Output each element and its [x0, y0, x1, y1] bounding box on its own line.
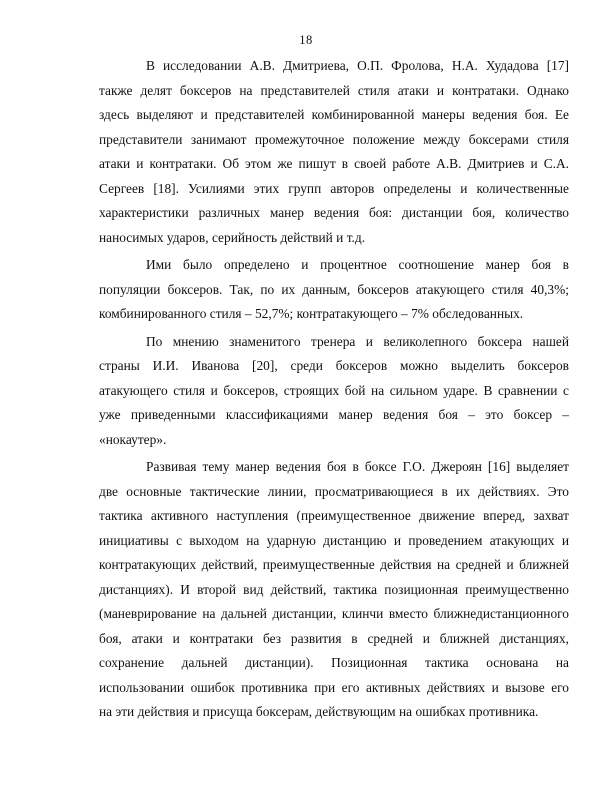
text-line: дистанциях). И второй вид действий, тактика позиционная преимущественно	[99, 581, 569, 597]
text-line: В исследовании А.В. Дмитриева, О.П. Фролова, Н.А. Худадова [17]	[146, 58, 569, 73]
paragraph-2	[99, 253, 569, 327]
text-line: инициативы с выходом на ударную дистанцию и проведением атакующих и	[99, 532, 569, 548]
text-line: наносимых ударов, серийность действий и т.д.	[99, 229, 366, 245]
text-line: популяции боксеров. Так, по их данным, боксеров атакующего стиля 40,3%;	[99, 281, 569, 297]
text-line: «нокаутер».	[99, 431, 167, 447]
text-line: сохранение дальней дистанции). Позиционная тактика основана на	[99, 655, 569, 670]
text-line: уже приведенными классификациями манер ведения боя – это боксер –	[99, 407, 569, 422]
document-body	[99, 54, 569, 725]
text-line: здесь выделяют и представителей комбинированной манеры ведения боя. Ее	[99, 107, 569, 122]
text-line: страны И.И. Иванова [20], среди боксеров можно выделить боксеров	[99, 358, 569, 373]
text-line: также делят боксеров на представителей стиля атаки и контратаки. Однако	[99, 82, 569, 98]
text-line: контратакующих действий, преимущественные действия на средней и ближней	[99, 557, 569, 572]
text-line: комбинированного стиля – 52,7%; контратакующего – 7% обследованных.	[99, 306, 524, 321]
text-line: атаки и контратаки. Об этом же пишут в своей работе А.В. Дмитриев и С.А.	[99, 156, 569, 171]
text-line: представители занимают промежуточное положение между боксерами стиля	[99, 131, 569, 147]
page-number: 18	[299, 33, 313, 47]
text-line: Сергеев [18]. Усилиями этих групп авторов определены и количественные	[99, 180, 569, 196]
text-line: Ими было определено и процентное соотношение манер боя в	[146, 257, 569, 272]
text-line: атакующего стиля и боксеров, строящих бой на сильном ударе. В сравнении с	[99, 382, 569, 398]
text-line: Развивая тему манер ведения боя в боксе Г.О. Джероян [16] выделяет	[146, 459, 569, 474]
paragraph-1	[99, 54, 569, 250]
text-line: боя, атаки и контратаки без развития в средней и ближней дистанциях,	[99, 630, 569, 646]
text-line: две основные тактические линии, просматривающиеся в их действиях. Это	[99, 483, 569, 499]
paragraph-4	[99, 455, 569, 725]
text-line: По мнению знаменитого тренера и великолепного боксера нашей	[146, 333, 569, 349]
text-line: (маневрирование на дальней дистанции, клинчи вместо ближнедистанционного	[99, 606, 569, 621]
text-line: использовании ошибок противника при его активных действиях и вызове его	[99, 679, 569, 695]
paragraph-3	[99, 330, 569, 453]
text-line: характеристики различных манер ведения боя: дистанции боя, количество	[99, 205, 569, 220]
text-line: тактика активного наступления (преимущественное движение вперед, захват	[99, 508, 569, 523]
text-line: на эти действия и присуща боксерам, действующим на ошибках противника.	[99, 704, 539, 719]
